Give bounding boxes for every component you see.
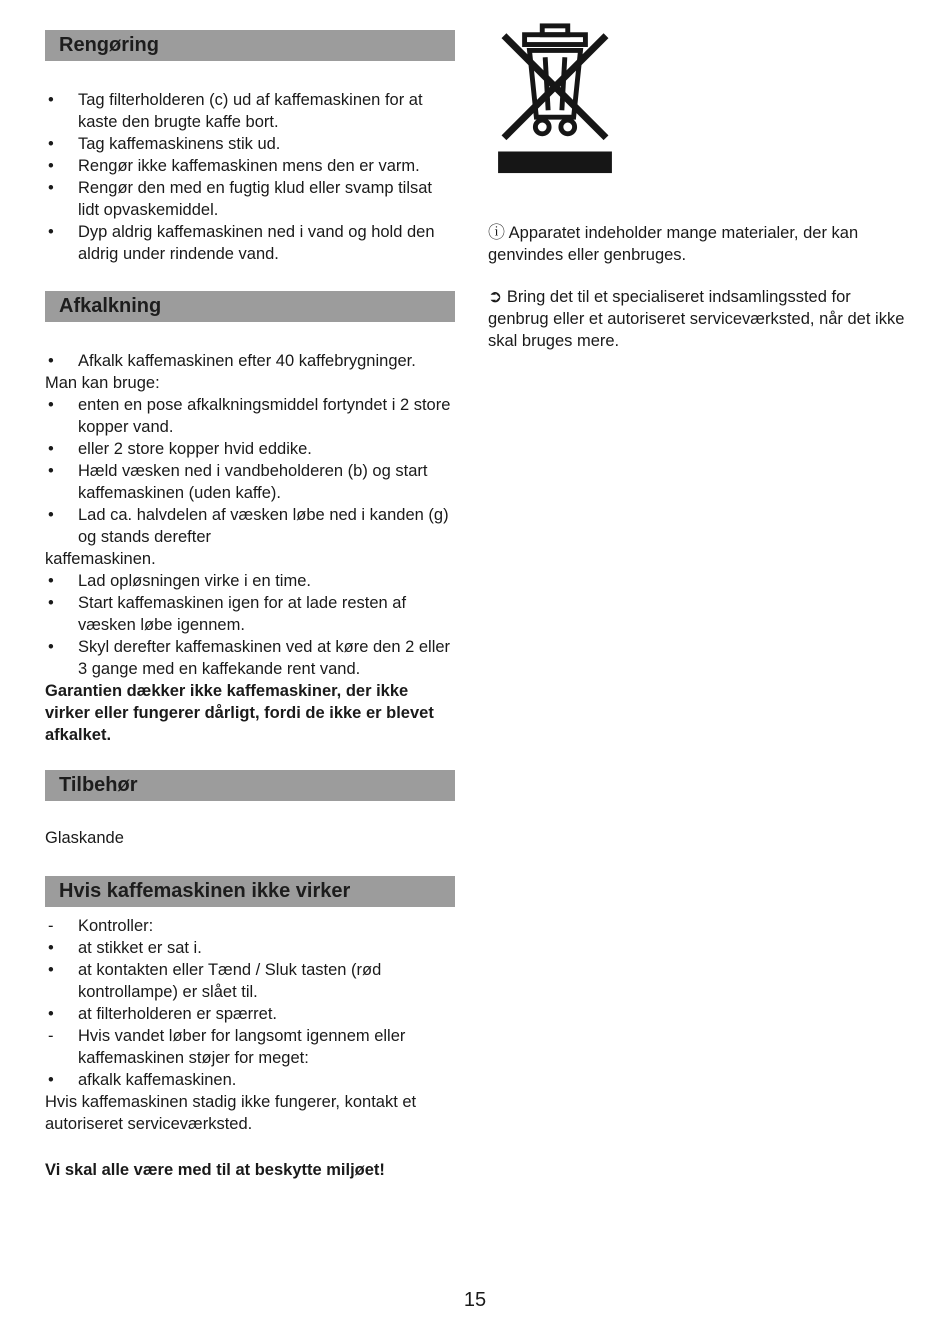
list-item — [45, 177, 455, 221]
list-item — [45, 1069, 455, 1091]
list-item — [45, 636, 455, 680]
list-item-text: at filterholderen er spærret. — [78, 1005, 278, 1023]
info-circle-icon: ⓘ — [488, 223, 505, 242]
troubleshooting-footer: Hvis kaffemaskinen stadig ikke fungerer, kontakt et autoriseret serviceværksted. — [45, 1093, 417, 1133]
bullet-marker: • — [48, 352, 54, 370]
list-item — [45, 394, 455, 438]
bullet-marker: • — [48, 135, 54, 153]
list-item-text: Afkalk kaffemaskinen efter 40 kaffebrygninger. — [78, 352, 416, 370]
disposal-instruction-text: Bring det til et specialiseret indsamlingssted for genbrug eller et autoriseret serviceværksted, når det ikke skal bruges mere. — [488, 288, 905, 350]
plain-line: kaffemaskinen. — [45, 550, 156, 568]
list-item — [45, 350, 455, 372]
list-item-text: Hvis vandet løber for langsomt igennem eller kaffemaskinen støjer for meget: — [78, 1027, 406, 1067]
disposal-instruction-paragraph — [488, 286, 908, 352]
bullet-marker: • — [48, 462, 54, 480]
list-item — [45, 937, 455, 959]
list-item — [45, 133, 455, 155]
list-item-text: eller 2 store kopper hvid eddike. — [78, 440, 312, 458]
list-item-text: Start kaffemaskinen igen for at lade resten af væsken løbe igennem. — [78, 594, 407, 634]
list-item — [45, 1025, 455, 1069]
list-item-text: enten en pose afkalkningsmiddel fortyndet i 2 store kopper vand. — [78, 396, 451, 436]
list-item-text: at stikket er sat i. — [78, 939, 202, 957]
section-header-troubleshooting: Hvis kaffemaskinen ikke virker — [45, 876, 455, 907]
descaling-list — [45, 350, 455, 680]
left-column — [45, 30, 455, 1181]
list-item — [45, 504, 455, 548]
list-item — [45, 221, 455, 265]
list-item — [45, 915, 455, 937]
list-item-text: at kontakten eller Tænd / Sluk tasten (rød kontrollampe) er slået til. — [78, 961, 382, 1001]
bullet-marker: • — [48, 1071, 54, 1089]
list-item — [45, 592, 455, 636]
dash-marker: - — [48, 1027, 54, 1045]
bullet-marker: • — [48, 638, 54, 656]
bullet-marker: • — [48, 440, 54, 458]
recycle-info-paragraph — [488, 222, 908, 266]
bullet-marker: • — [48, 961, 54, 979]
section-header-descaling: Afkalkning — [45, 291, 455, 322]
list-item-text: Skyl derefter kaffemaskinen ved at køre den 2 eller 3 gange med en kaffekande rent vand. — [78, 638, 451, 678]
dash-marker: - — [48, 917, 54, 935]
list-item-text: afkalk kaffemaskinen. — [78, 1071, 237, 1089]
right-column — [488, 20, 908, 352]
list-item — [45, 89, 455, 133]
curved-arrow-icon: ➲ — [488, 287, 503, 306]
section-header-cleaning: Rengøring — [45, 30, 455, 61]
list-item — [45, 959, 455, 1003]
list-item-text: Lad ca. halvdelen af væsken løbe ned i kanden (g) og stands derefter — [78, 506, 449, 546]
bullet-marker: • — [48, 594, 54, 612]
list-item-text: Rengør den med en fugtig klud eller svamp tilsat lidt opvaskemiddel. — [78, 179, 433, 219]
section-header-accessories: Tilbehør — [45, 770, 455, 801]
list-item-text: Tag filterholderen (c) ud af kaffemaskinen for at kaste den brugte kaffe bort. — [78, 91, 423, 131]
plain-line: Man kan bruge: — [45, 374, 160, 392]
bullet-marker: • — [48, 396, 54, 414]
bullet-marker: • — [48, 1005, 54, 1023]
list-item — [45, 438, 455, 460]
list-item-text: Rengør ikke kaffemaskinen mens den er varm. — [78, 157, 420, 175]
bullet-marker: • — [48, 223, 54, 241]
list-item-text: Kontroller: — [78, 917, 154, 935]
weee-crossed-out-bin-icon — [496, 20, 614, 182]
list-item — [45, 155, 455, 177]
list-item — [45, 460, 455, 504]
list-item-text: Tag kaffemaskinens stik ud. — [78, 135, 281, 153]
bullet-marker: • — [48, 91, 54, 109]
bullet-marker: • — [48, 506, 54, 524]
page-number: 15 — [463, 1289, 487, 1311]
eco-note: Vi skal alle være med til at beskytte miljøet! — [45, 1161, 385, 1179]
list-item-text: Lad opløsningen virke i en time. — [78, 572, 311, 590]
list-item — [45, 570, 455, 592]
warranty-note: Garantien dækker ikke kaffemaskiner, der ikke virker eller fungerer dårligt, fordi de ikke er blevet afkalket. — [45, 682, 434, 744]
list-item — [45, 1003, 455, 1025]
bullet-marker: • — [48, 179, 54, 197]
bullet-marker: • — [48, 572, 54, 590]
cleaning-list — [45, 89, 455, 265]
bullet-marker: • — [48, 939, 54, 957]
list-item-text: Dyp aldrig kaffemaskinen ned i vand og hold den aldrig under rindende vand. — [78, 223, 435, 263]
accessories-item: Glaskande — [45, 829, 124, 847]
list-item-text: Hæld væsken ned i vandbeholderen (b) og start kaffemaskinen (uden kaffe). — [78, 462, 428, 502]
bullet-marker: • — [48, 157, 54, 175]
troubleshooting-list — [45, 915, 455, 1091]
recycle-info-text: Apparatet indeholder mange materialer, der kan genvindes eller genbruges. — [488, 224, 859, 264]
